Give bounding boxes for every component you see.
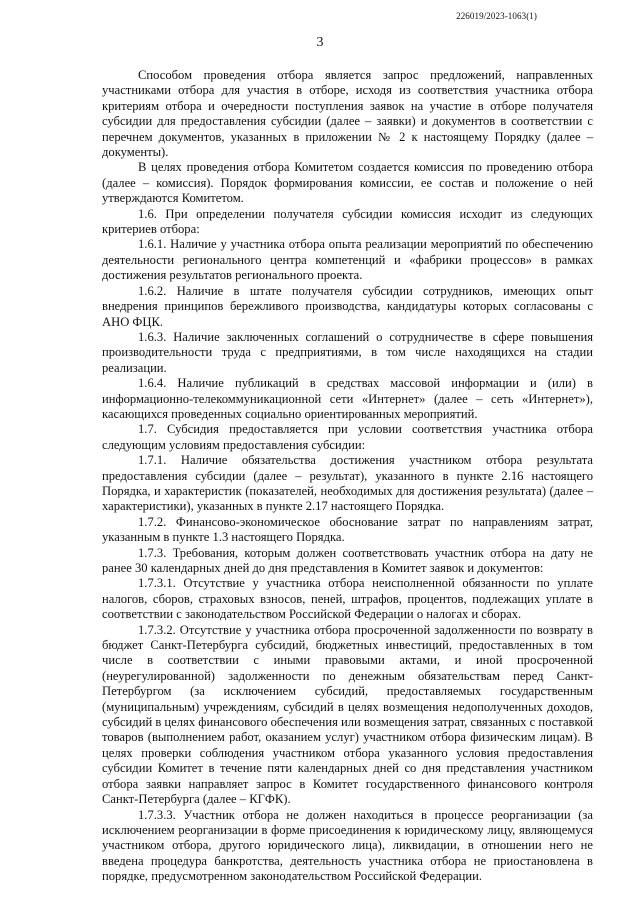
paragraph-1-6-1: 1.6.1. Наличие у участника отбора опыта реализации мероприятий по обеспечению деятельности регионального центра компетенций и «фабрики процессов» в рамках достижения результатов регионального проекта. bbox=[102, 237, 593, 283]
page-number: 3 bbox=[316, 35, 324, 50]
paragraph-selection-method: Способом проведения отбора является запрос предложений, направленных участниками отбора для участия в отборе, исходя из соответствия участника отбора критериям отбора и очередности поступления заявок на участие в отборе получателя субсидии для предоставления субсидии (далее – заявки) и документов в соответствии с перечнем документов, указанных в приложении № 2 к настоящему Порядку (далее – документы). bbox=[102, 68, 593, 160]
document-body bbox=[102, 68, 593, 885]
paragraph-1-6-3: 1.6.3. Наличие заключенных соглашений о сотрудничестве в сфере повышения производительности труда с предприятиями, в том числе находящихся на стадии реализации. bbox=[102, 329, 593, 375]
paragraph-1-6-4: 1.6.4. Наличие публикаций в средствах массовой информации и (или) в информационно-телекоммуникационной сети «Интернет» (далее – сеть «Интернет»), касающихся проведенных социально ориентированных мероприятий. bbox=[102, 376, 593, 421]
paragraph-1-7-3-1: 1.7.3.1. Отсутствие у участника отбора неисполненной обязанности по уплате налогов, сборов, страховых взносов, пеней, штрафов, процентов, подлежащих уплате в соответствии с законодательством Российской Федерации о налогах и сборах. bbox=[102, 576, 593, 622]
document-registration-number: 226019/2023-1063(1) bbox=[456, 11, 537, 21]
paragraph-commission: В целях проведения отбора Комитетом создается комиссия по проведению отбора (далее – комиссия). Порядок формирования комиссии, ее состав и положение о ней утверждаются Комитетом. bbox=[102, 160, 593, 206]
paragraph-1-7-3-3: 1.7.3.3. Участник отбора не должен находиться в процессе реорганизации (за исключением реорганизации в форме присоединения к юридическому лицу, являющемуся участником отбора, другого юридического лица), ликвидации, в отношении него не введена процедура банкротства, деятельность участника отбора не приостановлена в порядке, предусмотренном законодательством Российской Федерации. bbox=[102, 807, 593, 884]
paragraph-1-6: 1.6. При определении получателя субсидии комиссия исходит из следующих критериев отбора: bbox=[102, 206, 593, 237]
paragraph-1-7-3: 1.7.3. Требования, которым должен соответствовать участник отбора на дату не ранее 30 календарных дней до дня представления в Комитет заявок и документов: bbox=[102, 545, 593, 575]
paragraph-1-7-2: 1.7.2. Финансово-экономическое обоснование затрат по направлениям затрат, указанным в пункте 1.3 настоящего Порядка. bbox=[102, 514, 593, 545]
paragraph-1-6-2: 1.6.2. Наличие в штате получателя субсидии сотрудников, имеющих опыт внедрения принципов бережливого производства, кандидатуры которых согласованы с АНО ФЦК. bbox=[102, 283, 593, 329]
paragraph-1-7: 1.7. Субсидия предоставляется при условии соответствия участника отбора следующим условиям предоставления субсидии: bbox=[102, 422, 593, 452]
paragraph-1-7-1: 1.7.1. Наличие обязательства достижения участником отбора результата предоставления субсидии (далее – результат), указанного в пункте 2.16 настоящего Порядка, и характеристик (показателей, необходимых для достижения результата) (далее – характеристики), указанных в пункте 2.17 настоящего Порядка. bbox=[102, 453, 593, 514]
paragraph-1-7-3-2: 1.7.3.2. Отсутствие у участника отбора просроченной задолженности по возврату в бюджет Санкт-Петербурга субсидий, бюджетных инвестиций, предоставленных в том числе в соответствии с иными правовыми актами, и иной просроченной (неурегулированной) задолженности по денежным обязательствам перед Санкт-Петербургом (за исключением субсидий, предоставляемых государственным (муниципальным) учреждениям, субсидий в целях возмещения недополученных доходов, субсидий в целях финансового обеспечения или возмещения затрат, связанных с поставкой товаров (выполнением работ, оказанием услуг) участником отбора физическим лицам). В целях проверки соблюдения участником отбора указанного условия предоставления субсидии Комитет в течение пяти календарных дней со дня представления участником отбора заявки направляет запрос в Комитет государственного финансового контроля Санкт-Петербурга (далее – КГФК). bbox=[102, 622, 593, 807]
